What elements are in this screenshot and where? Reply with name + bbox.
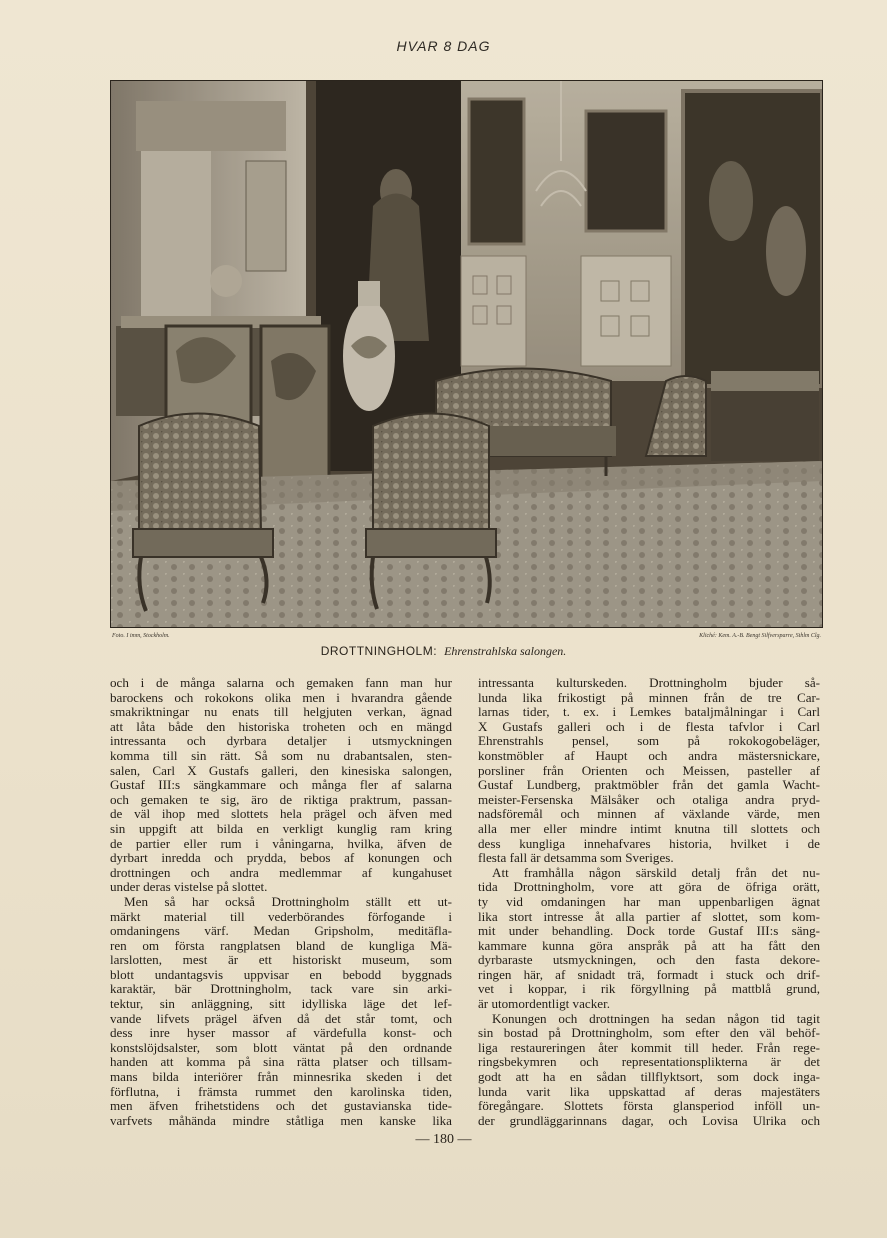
text-line: sin uppgift att bilda en verkligt kunglig ram kring	[110, 821, 452, 836]
text-line: salen, Carl X Gustafs galleri, den kinesiska salongen,	[110, 763, 452, 778]
text-line: lunda varit lika uppskattad af deras majestäters	[478, 1084, 820, 1099]
caption-title: Ehrenstrahlska salongen.	[444, 644, 567, 658]
text-line: föregångare. Slottets första glansperiod inföll un-	[478, 1099, 820, 1114]
text-line: larnas tider, t. ex. i Lemkes bataljmålningar i Carl	[478, 705, 820, 720]
text-line: barockens och rokokons olika men i hvarandra gående	[110, 690, 452, 705]
text-line: handen att komma på sina rätta platser och tillsam-	[110, 1055, 452, 1070]
text-line: komma till sin rätt. Så som nu drabantsalen, sten-	[110, 748, 452, 763]
text-line: mit under behandling. Dock torde Gustaf III:s säng-	[478, 924, 820, 939]
left-text-column	[110, 676, 452, 1128]
text-line: porsliner från Orienten och Meissen, pasteller af	[478, 763, 820, 778]
text-line: meister-Fersenska Mälsåker och otaliga andra pryd-	[478, 792, 820, 807]
text-line: der grundläggarinnans dagar, och Lovisa Ulrika och	[478, 1113, 820, 1128]
text-line: Men så har också Drottningholm ställt ett ut-	[124, 894, 452, 909]
text-line: märkt material till vederbörandes förfogande i	[110, 909, 452, 924]
photo-credit: Foto. I imm, Stockholm.	[112, 633, 170, 639]
text-line: dyrbart inredda och prydda, bebos af konungen och	[110, 851, 452, 866]
text-line: de väl ihop med slottets hela prägel och äfven med	[110, 807, 452, 822]
text-line: flesta fall är detsamma som Sveriges.	[478, 851, 674, 866]
text-line: ty vid omdaningen har man uppenbarligen ägnat	[478, 894, 820, 909]
text-line: vet i koppar, i rik förgyllning på mattblå grund,	[478, 982, 820, 997]
page-number: — 180 —	[415, 1132, 472, 1147]
text-line: är utomordentligt vacker.	[478, 997, 610, 1012]
text-line: konstslöjdsalster, som blott väntat på den ordnande	[110, 1040, 452, 1055]
text-line: att låta både den historiska troheten och en mängd	[110, 719, 452, 734]
text-line: blott undantagsvis uppvisar en bebodd byggnads	[110, 967, 452, 982]
text-line: liga restaureringen åter kommit till heder. Från rege-	[478, 1040, 820, 1055]
text-line: Att framhålla någon särskild detalj från det nu-	[492, 865, 820, 880]
text-line: ringen här, af snidadt trä, formadt i stuck och drif-	[478, 967, 820, 982]
text-line: Konungen och drottningen ha sedan någon tid tagit	[492, 1011, 820, 1026]
text-line: och i de många salarna och gemaken fann man hur	[110, 676, 452, 690]
running-header: HVAR 8 DAG	[396, 38, 491, 54]
text-line: de partier eller rum i våningarna, hvilka, äfven de	[110, 836, 452, 851]
text-line: vande lifvets prägel äfven då det står tomt, och	[110, 1011, 452, 1026]
text-line: X Gustafs galleri och i de flesta tafvlor i Carl	[478, 719, 820, 734]
text-line: kammare kunna göra anspråk på att ha fått den	[478, 938, 820, 953]
text-line: smakriktningar nu enats till helgjuten verkan, ägnad	[110, 705, 452, 720]
text-line: omdaningens värf. Medan Gripsholm, meditäfla-	[110, 924, 452, 939]
text-line: Ehrenstrahls pensel, som på rokokogobeläger,	[478, 734, 820, 749]
text-line: karaktär, bär Drottningholm, tack vare sin arki-	[110, 982, 452, 997]
text-line: ren om första rangplatsen bland de kungliga Mä-	[110, 938, 452, 953]
text-line: nadsföremål och minnen af växlande värde, men	[478, 807, 820, 822]
text-line: intressanta kulturskeden. Drottningholm bjuder så-	[478, 676, 820, 690]
text-line: lunda lika frikostigt på minnen från de tre Car-	[478, 690, 820, 705]
text-line: mans bilda interiörer från minnesrika skeden i det	[110, 1070, 452, 1085]
text-line: ringsbekymren och representationsplikterna är det	[478, 1055, 820, 1070]
text-line: lika stort intresse åt alla partier af slottet, som kom-	[478, 909, 820, 924]
photo-caption	[0, 644, 887, 659]
text-line: dyrbaraste utsmyckningen, och den fasta dekore-	[478, 953, 820, 968]
text-line: konstmöbler af Haupt och andra mästersnickare,	[478, 748, 820, 763]
text-line: alla mer eller mindre intimt knutna till slottets och	[478, 821, 820, 836]
text-line: tida Drottningholm, vore att göra de öfriga orätt,	[478, 880, 820, 895]
cliche-credit: Kliché: Kem. A.-B. Bengt Silfversparre, Sthlm Clg.	[699, 633, 821, 639]
salon-photograph	[110, 80, 823, 628]
text-line: och gemaken te sig, äro de riktiga praktrum, passan-	[110, 792, 452, 807]
text-line: men äfven frihetstidens och det gustavianska tide-	[110, 1099, 452, 1114]
text-line: varfvets måhända mindre ståtliga men kanske lika	[110, 1113, 452, 1128]
text-line: drottningen och andra medlemmar af kungahuset	[110, 865, 452, 880]
text-line: larslotten, mest är ett historiskt museum, som	[110, 953, 452, 968]
text-line: godt att ha en sådan tillflyktsort, som dock inga-	[478, 1070, 820, 1085]
text-line: sin bostad på Drottningholm, som efter den väl behöf-	[478, 1026, 820, 1041]
text-line: intressanta och dyrbara detaljer i utsmyckningen	[110, 734, 452, 749]
text-line: Gustaf III:s sängkammare och många fler af salarna	[110, 778, 452, 793]
text-line: tektur, sin anläggning, sitt idylliska läge det lef-	[110, 997, 452, 1012]
caption-place: DROTTNINGHOLM:	[320, 644, 438, 658]
text-line: dess inre hyser massor af värdefulla konst- och	[110, 1026, 452, 1041]
text-line: Gustaf Lundberg, praktmöbler från det gamla Wacht-	[478, 778, 820, 793]
text-line: dess kungliga innehafvares historia, hvilket i de	[478, 836, 820, 851]
text-line: under deras vistelse på slottet.	[110, 880, 268, 895]
text-line: förflutna, i främsta rummet den karolinska tiden,	[110, 1084, 452, 1099]
right-text-column	[478, 676, 820, 1128]
